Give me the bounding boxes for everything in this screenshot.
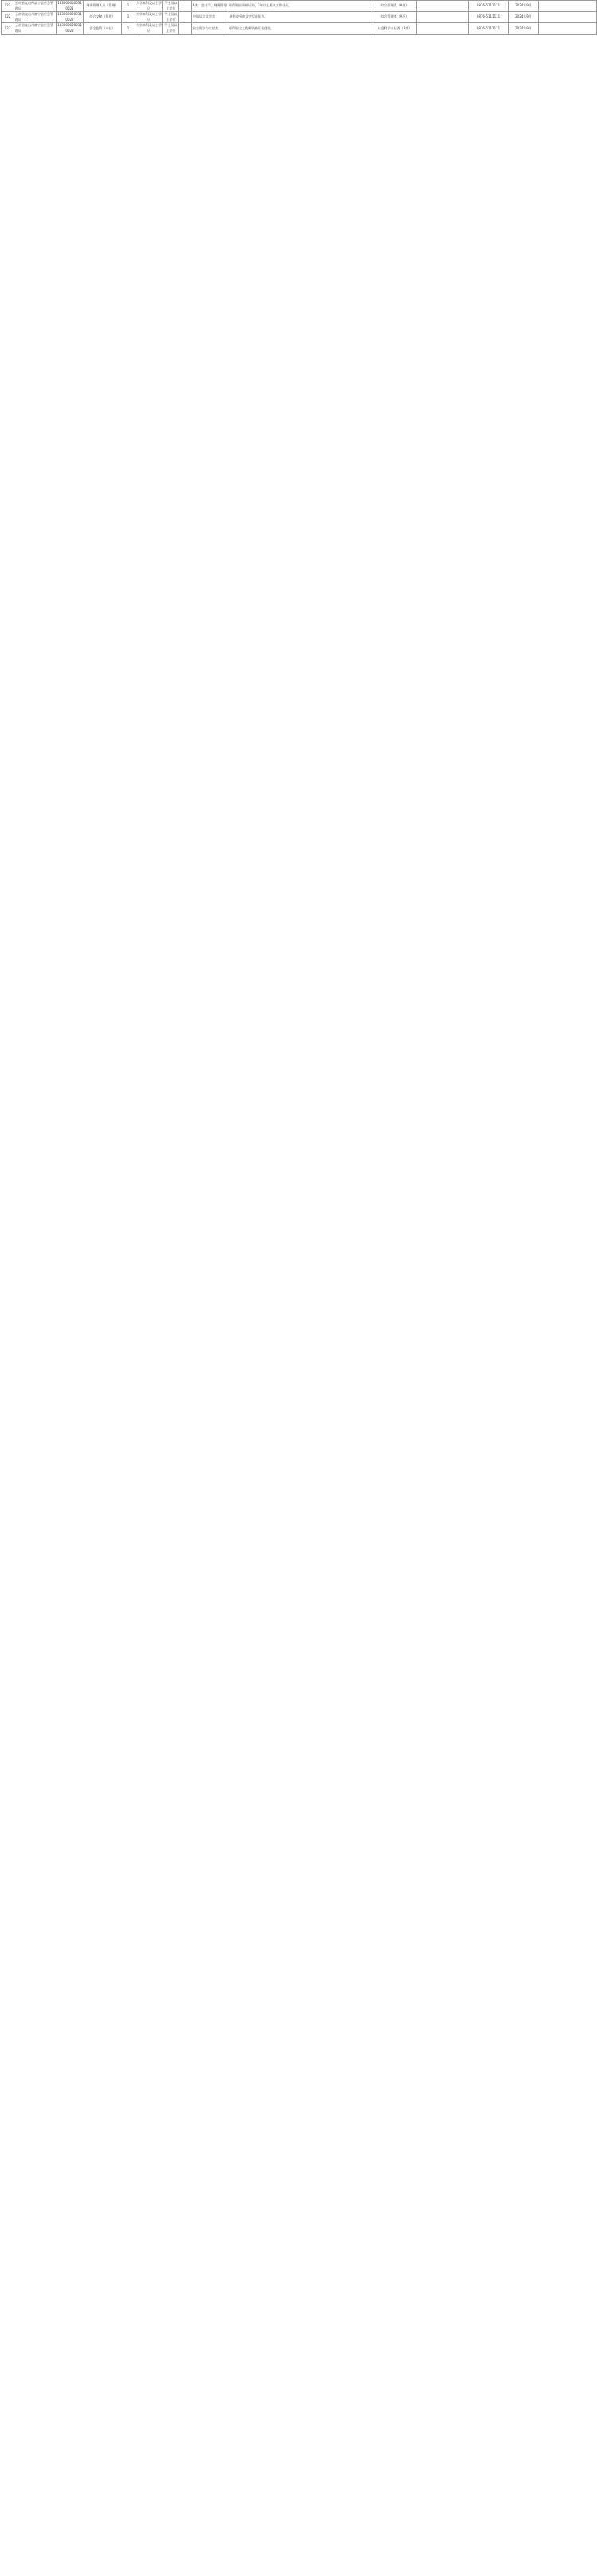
cell-note (539, 12, 597, 23)
cell-post: 安全监管（专技） (84, 23, 122, 34)
cell-unit: 云南省文山州富宁县应急管理局 (14, 1, 57, 12)
cell-time: 2024年9月 (509, 23, 539, 34)
cell-contact: 0876-5111111 (469, 1, 509, 12)
cell-unit: 云南省文山州富宁县应急管理局 (14, 12, 57, 23)
cell-age (179, 1, 192, 12)
cell-deg: 学士及以上学位 (163, 23, 179, 34)
cell-contact: 0876-5111111 (469, 23, 509, 34)
cell-edu: 大学本科及以上学历 (135, 12, 163, 23)
cell-cond: 取得相应资格证书，2年以上相关工作经历。 (228, 1, 373, 12)
cell-num: 1 (122, 1, 135, 12)
cell-deg: 学士及以上学位 (163, 12, 179, 23)
cell-note (417, 23, 469, 34)
cell-major: A类：会计学，财务管理 (192, 1, 228, 12)
cell-time: 2024年9月 (509, 1, 539, 12)
cell-time: 2024年9月 (509, 12, 539, 23)
cell-cond: 具有较强的文字写作能力。 (228, 12, 373, 23)
cell-code: 1330000000310021 (57, 1, 84, 12)
cell-code: 1330000000310022 (57, 12, 84, 23)
cell-edu: 大学本科及以上学历 (135, 1, 163, 12)
cell-cond: 取得安全工程师资格证书优先。 (228, 23, 373, 34)
recruitment-table (1, 0, 597, 35)
table-row (2, 12, 597, 23)
cell-post: 综合文秘（管理） (84, 12, 122, 23)
cell-no: 121 (2, 1, 14, 12)
cell-note (417, 12, 469, 23)
cell-contact: 0876-5111111 (469, 12, 509, 23)
cell-note (539, 23, 597, 34)
cell-note (417, 1, 469, 12)
cell-major: 中国语言文学类 (192, 12, 228, 23)
cell-edu: 大学本科及以上学历 (135, 23, 163, 34)
cell-no: 123 (2, 23, 14, 34)
cell-deg: 学士及以上学位 (163, 1, 179, 12)
table-row (2, 23, 597, 34)
cell-note (539, 1, 597, 12)
cell-post: 财务管理人员（管理） (84, 1, 122, 12)
cell-age (179, 23, 192, 34)
cell-exam: 综合管理类（A类） (373, 12, 417, 23)
table-row (2, 1, 597, 12)
cell-num: 1 (122, 23, 135, 34)
cell-num: 1 (122, 12, 135, 23)
cell-unit: 云南省文山州富宁县应急管理局 (14, 23, 57, 34)
cell-exam: 综合管理类（A类） (373, 1, 417, 12)
cell-age (179, 12, 192, 23)
cell-code: 1330000000310023 (57, 23, 84, 34)
cell-major: 安全科学与工程类 (192, 23, 228, 34)
cell-no: 122 (2, 12, 14, 23)
cell-exam: 社会科学专技类（B类） (373, 23, 417, 34)
